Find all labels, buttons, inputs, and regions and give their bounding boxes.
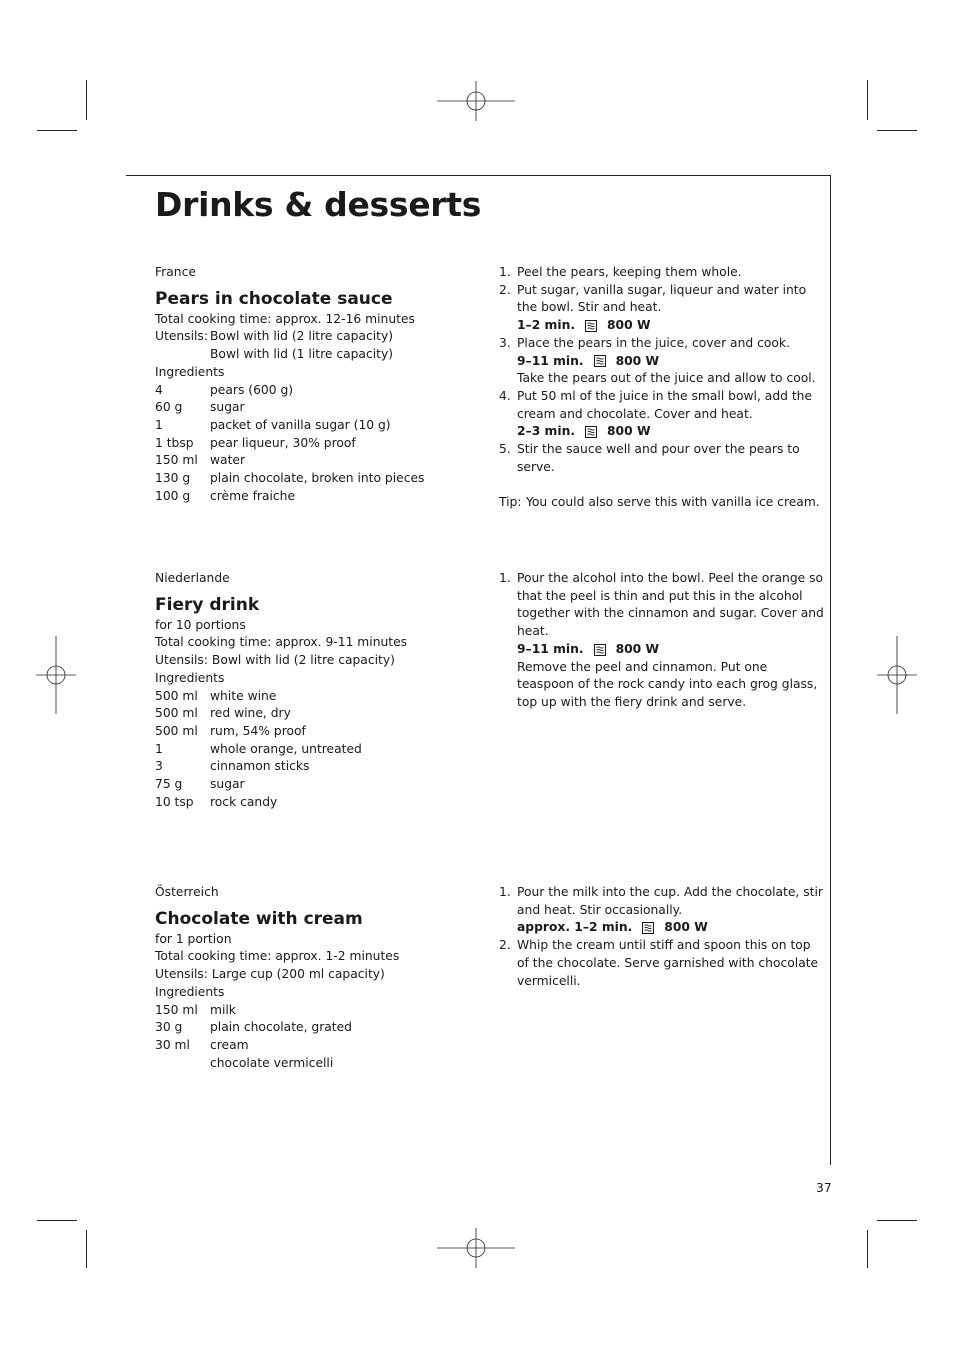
recipe-method <box>499 884 825 990</box>
ingredient-row <box>155 1055 485 1073</box>
ingredient-item: crème fraiche <box>210 488 296 503</box>
ingredient-qty: 1 <box>155 741 163 756</box>
utensils-label: Utensils: <box>155 329 208 344</box>
microwave-power-icon <box>642 922 654 934</box>
cook-setting <box>517 919 825 937</box>
ingredient-qty: 500 ml <box>155 706 198 721</box>
crop-mark <box>37 130 77 131</box>
ingredient-item: sugar <box>210 777 245 792</box>
page-number: 37 <box>816 1181 832 1195</box>
ingredient-row <box>155 1037 485 1055</box>
cook-setting <box>517 423 825 441</box>
recipe-info: Utensils: Large cup (200 ml capacity) <box>155 967 385 982</box>
recipe-title: Chocolate with cream <box>155 908 363 929</box>
recipe-info: for 1 portion <box>155 931 232 946</box>
ingredient-row <box>155 417 485 435</box>
cook-setting <box>517 353 825 371</box>
step-list <box>499 570 825 712</box>
tip-text: You could also serve this with vanilla ice cream. <box>526 495 820 510</box>
cook-power: 800 W <box>664 920 708 935</box>
ingredient-item: white wine <box>210 688 277 703</box>
utensil-item: Bowl with lid (2 litre capacity) <box>210 329 394 344</box>
step-text: Pour the alcohol into the bowl. Peel the orange so that the peel is thin and put this in the alcohol together with the cinnamon and sugar. Cover and heat. <box>517 571 824 639</box>
ingredient-qty: 100 g <box>155 488 191 503</box>
ingredient-row <box>155 723 485 741</box>
step-number: 1. <box>499 265 511 279</box>
step-item <box>499 282 825 335</box>
utensil-item: Bowl with lid (1 litre capacity) <box>210 347 394 362</box>
registration-mark-icon <box>437 1228 515 1268</box>
ingredient-item: cinnamon sticks <box>210 759 310 774</box>
ingredient-item: packet of vanilla sugar (10 g) <box>210 417 391 432</box>
recipe-info: Total cooking time: approx. 1-2 minutes <box>155 949 400 964</box>
crop-mark <box>877 130 917 131</box>
cook-time: 9–11 min. <box>517 641 584 656</box>
step-number: 3. <box>499 335 511 350</box>
ingredient-item: rock candy <box>210 794 278 809</box>
step-item <box>499 884 825 937</box>
microwave-power-icon <box>594 644 606 656</box>
ingredient-row <box>155 794 485 812</box>
ingredient-qty: 150 ml <box>155 1002 198 1017</box>
recipe-details <box>155 264 485 505</box>
step-text: Put sugar, vanilla sugar, liqueur and water into the bowl. Stir and heat. <box>517 282 807 315</box>
page-title: Drinks & desserts <box>155 185 482 224</box>
ingredient-qty: 500 ml <box>155 723 198 738</box>
recipe-details <box>155 884 485 1072</box>
step-item <box>499 570 825 712</box>
step-item <box>499 937 825 990</box>
ingredient-qty: 60 g <box>155 400 183 415</box>
ingredient-qty: 75 g <box>155 777 183 792</box>
step-number: 5. <box>499 442 511 457</box>
recipe-method <box>499 264 825 512</box>
step-number: 2. <box>499 938 511 953</box>
recipe-info: Total cooking time: approx. 9-11 minutes <box>155 635 408 650</box>
step-number: 2. <box>499 282 511 297</box>
ingredient-row <box>155 452 485 470</box>
step-item <box>499 335 825 388</box>
ingredient-qty: 500 ml <box>155 688 198 703</box>
step-followup: Remove the peel and cinnamon. Put one teaspoon of the rock candy into each grog glass, top up with the fiery drink and serve. <box>517 659 818 709</box>
cook-time: 1–2 min. <box>517 318 575 333</box>
ingredient-row <box>155 688 485 706</box>
step-list <box>499 264 825 476</box>
recipe-info: Utensils: Bowl with lid (2 litre capacity) <box>155 653 395 668</box>
frame-right-rule <box>830 175 831 1165</box>
ingredient-qty: 30 g <box>155 1020 183 1035</box>
ingredient-qty <box>155 1055 210 1073</box>
ingredient-item: whole orange, untreated <box>210 741 362 756</box>
recipe-method <box>499 570 825 712</box>
crop-mark <box>867 80 868 120</box>
ingredient-qty: 1 <box>155 417 163 432</box>
cook-power: 800 W <box>615 353 660 368</box>
ingredients-label: Ingredients <box>155 364 225 379</box>
recipe-title: Fiery drink <box>155 594 260 615</box>
step-number: 1. <box>499 885 511 899</box>
ingredient-qty: 30 ml <box>155 1037 190 1052</box>
utensils-row <box>155 328 485 346</box>
recipe-details <box>155 570 485 811</box>
step-followup: Take the pears out of the juice and allow to cool. <box>517 371 816 386</box>
ingredient-qty: 3 <box>155 759 163 774</box>
microwave-power-icon <box>585 426 597 438</box>
registration-mark-icon <box>437 81 515 121</box>
recipe-info: for 10 portions <box>155 617 246 632</box>
recipe-title: Pears in chocolate sauce <box>155 288 393 309</box>
ingredient-item: rum, 54% proof <box>210 723 306 738</box>
registration-mark-icon <box>877 636 917 714</box>
crop-mark <box>867 1230 868 1268</box>
recipe-country: Österreich <box>155 885 219 899</box>
step-list <box>499 884 825 990</box>
ingredient-item: sugar <box>210 400 245 415</box>
step-number: 4. <box>499 388 511 403</box>
cook-time: 9–11 min. <box>517 353 584 368</box>
microwave-power-icon <box>585 320 597 332</box>
ingredient-item: plain chocolate, broken into pieces <box>210 471 425 486</box>
ingredients-label: Ingredients <box>155 670 225 685</box>
ingredient-row <box>155 758 485 776</box>
ingredient-row <box>155 776 485 794</box>
step-item <box>499 441 825 476</box>
ingredients-label: Ingredients <box>155 984 225 999</box>
ingredient-row <box>155 488 485 506</box>
frame-top-rule <box>126 175 831 176</box>
step-text: Place the pears in the juice, cover and cook. <box>517 335 790 350</box>
cook-power: 800 W <box>615 641 660 656</box>
ingredient-row <box>155 470 485 488</box>
ingredient-qty: 130 g <box>155 471 191 486</box>
ingredient-item: chocolate vermicelli <box>210 1055 334 1070</box>
step-text: Whip the cream until stiff and spoon this on top of the chocolate. Serve garnished with chocolate vermicelli. <box>517 938 819 988</box>
step-item <box>499 388 825 441</box>
ingredient-row <box>155 705 485 723</box>
ingredient-row <box>155 741 485 759</box>
crop-mark <box>86 80 87 120</box>
ingredient-row <box>155 1002 485 1020</box>
ingredient-item: milk <box>210 1002 236 1017</box>
ingredient-item: pears (600 g) <box>210 382 294 397</box>
crop-mark <box>86 1230 87 1268</box>
ingredient-row <box>155 435 485 453</box>
step-item <box>499 264 825 282</box>
ingredient-item: pear liqueur, 30% proof <box>210 435 356 450</box>
tip <box>499 494 825 512</box>
ingredient-qty: 4 <box>155 382 163 397</box>
ingredient-qty: 150 ml <box>155 453 198 468</box>
crop-mark <box>877 1220 917 1221</box>
cook-time: approx. 1–2 min. <box>517 920 633 935</box>
utensils-row <box>155 346 485 364</box>
ingredient-item: water <box>210 453 246 468</box>
cook-power: 800 W <box>607 424 651 439</box>
registration-mark-icon <box>36 636 76 714</box>
microwave-power-icon <box>594 355 606 367</box>
step-text: Put 50 ml of the juice in the small bowl, add the cream and chocolate. Cover and heat. <box>517 388 813 421</box>
ingredient-row <box>155 399 485 417</box>
ingredient-item: red wine, dry <box>210 706 291 721</box>
ingredient-item: cream <box>210 1037 249 1052</box>
tip-label: Tip: <box>499 495 522 510</box>
ingredient-row <box>155 382 485 400</box>
recipe-country: Niederlande <box>155 571 230 585</box>
ingredient-qty: 1 tbsp <box>155 435 194 450</box>
cook-setting <box>517 641 825 659</box>
ingredient-row <box>155 1019 485 1037</box>
step-number: 1. <box>499 571 511 585</box>
crop-mark <box>37 1220 77 1221</box>
cook-time: 2–3 min. <box>517 424 575 439</box>
step-text: Peel the pears, keeping them whole. <box>517 265 742 279</box>
cook-power: 800 W <box>607 318 651 333</box>
recipe-country: France <box>155 265 196 279</box>
ingredient-qty: 10 tsp <box>155 794 194 809</box>
cook-setting <box>517 317 825 335</box>
ingredient-item: plain chocolate, grated <box>210 1020 352 1035</box>
step-text: Pour the milk into the cup. Add the chocolate, stir and heat. Stir occasionally. <box>517 885 823 917</box>
recipe-info: Total cooking time: approx. 12-16 minutes <box>155 311 415 326</box>
step-text: Stir the sauce well and pour over the pears to serve. <box>517 442 800 474</box>
